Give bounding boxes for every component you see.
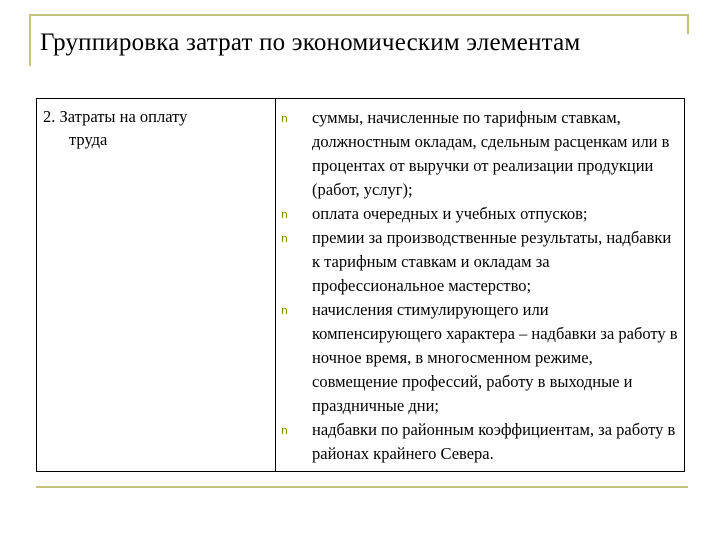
category-label-line1: 2. Затраты на оплату xyxy=(43,107,188,126)
bullet-icon: n xyxy=(281,232,288,245)
title-frame-right-line xyxy=(687,14,689,34)
list-item xyxy=(276,418,680,466)
content-table xyxy=(36,98,685,472)
bullet-icon: n xyxy=(281,112,288,125)
details-cell xyxy=(276,99,684,471)
list-item xyxy=(276,106,680,202)
list-item-text: премии за производственные результаты, надбавки к тарифным ставкам и окладам за профессиональное мастерство; xyxy=(312,228,672,295)
list-item-text: начисления стимулирующего или компенсирующего характера – надбавки за работу в ночное время, в многосменном режиме, совмещение профессий, работу в выходные и праздничные дни; xyxy=(312,300,678,415)
category-label-line2: труда xyxy=(69,130,108,149)
title-frame-top-line xyxy=(29,14,689,16)
list-item xyxy=(276,298,680,418)
bullet-icon: n xyxy=(281,424,288,437)
list-item-text: суммы, начисленные по тарифным ставкам, должностным окладам, сдельным расценкам или в процентах от выручки от реализации продукции (работ, услуг); xyxy=(312,108,670,199)
title-frame-left-line xyxy=(29,14,31,66)
list-item xyxy=(276,226,680,298)
page-title: Группировка затрат по экономическим элементам xyxy=(40,29,581,56)
bottom-divider xyxy=(36,486,688,488)
list-item-text: надбавки по районным коэффициентам, за работу в районах крайнего Севера. xyxy=(312,420,676,463)
bullet-icon: n xyxy=(281,208,288,221)
category-cell xyxy=(37,99,276,471)
bullet-icon: n xyxy=(281,304,288,317)
list-item-text: оплата очередных и учебных отпусков; xyxy=(312,204,588,223)
list-item xyxy=(276,202,680,226)
